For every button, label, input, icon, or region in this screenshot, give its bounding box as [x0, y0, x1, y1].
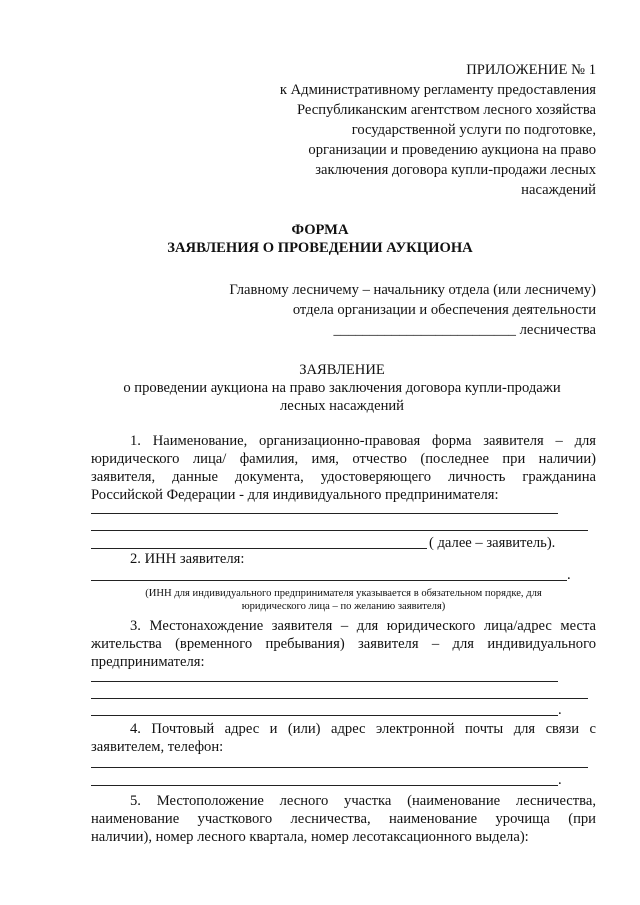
forestry-suffix: лесничества: [519, 322, 596, 338]
item2-note: (ИНН для индивидуального предпринимателя указывается в обязательном порядке, для: [145, 588, 542, 599]
item5-text: наименование участкового лесничества, наименование урочища (при: [91, 811, 596, 827]
statement-subtitle: о проведении аукциона на право заключения договора купли-продажи: [123, 380, 561, 396]
item1-blank-line: [91, 548, 427, 549]
item4-text: заявителем, телефон:: [91, 739, 224, 755]
addressee-line: Главному лесничему – начальнику отдела (или лесничему): [229, 282, 596, 298]
item1-applicant-note: ( далее – заявитель).: [429, 535, 556, 551]
item3-blank-line: [91, 715, 558, 716]
appendix-title: ПРИЛОЖЕНИЕ № 1: [466, 62, 596, 78]
statement-subtitle: лесных насаждений: [280, 398, 404, 414]
item2-end: .: [567, 567, 571, 583]
item1-text: 1. Наименование, организационно-правовая форма заявителя – для: [130, 433, 596, 449]
item3-text: жительства (временного пребывания) заявителя – для индивидуального: [91, 636, 596, 652]
appendix-line: Республиканским агентством лесного хозяйства: [296, 102, 596, 118]
appendix-line: заключения договора купли-продажи лесных: [315, 162, 596, 178]
appendix-line: насаждений: [521, 182, 596, 198]
item1-text: Российской Федерации - для индивидуального предпринимателя:: [91, 487, 499, 503]
item3-blank-line: [91, 681, 558, 682]
appendix-line: к Административному регламенту предоставления: [279, 82, 596, 98]
item3-text: 3. Местонахождение заявителя – для юридического лица/адрес места: [130, 618, 596, 634]
forestry-blank: __________: [333, 322, 407, 338]
addressee-forestry-line: [333, 321, 596, 339]
statement-title: ЗАЯВЛЕНИЕ: [299, 362, 385, 378]
item1-text: юридического лица/ фамилия, имя, отчество (последнее при наличии): [91, 451, 596, 467]
item5-text: 5. Местоположение лесного участка (наименование лесничества,: [130, 793, 596, 809]
item3-text: предпринимателя:: [91, 654, 205, 670]
item4-blank-line: [91, 785, 558, 786]
item4-end: .: [558, 772, 562, 788]
forestry-blank: _______________: [406, 322, 516, 338]
item4-text: 4. Почтовый адрес и (или) адрес электронной почты для связи с: [130, 721, 596, 737]
item1-text: заявителя, данные документа, удостоверяющего личность гражданина: [91, 469, 596, 485]
appendix-line: государственной услуги по подготовке,: [351, 122, 596, 138]
item1-blank-line: [91, 530, 588, 531]
form-heading-subtitle: ЗАЯВЛЕНИЯ О ПРОВЕДЕНИИ АУКЦИОНА: [167, 240, 473, 256]
item2-note: юридического лица – по желанию заявителя): [241, 601, 446, 612]
item5-text: наличии), номер лесного квартала, номер лесотаксационного выдела):: [91, 829, 529, 845]
item2-label: 2. ИНН заявителя:: [130, 551, 245, 567]
addressee-line: отдела организации и обеспечения деятельности: [292, 302, 596, 318]
item2-blank-line: [91, 580, 567, 581]
form-heading: ФОРМА: [291, 222, 349, 238]
item3-blank-line: [91, 698, 588, 699]
item4-blank-line: [91, 767, 588, 768]
appendix-line: организации и проведению аукциона на право: [308, 142, 596, 158]
item1-blank-line: [91, 513, 558, 514]
item3-end: .: [558, 702, 562, 718]
